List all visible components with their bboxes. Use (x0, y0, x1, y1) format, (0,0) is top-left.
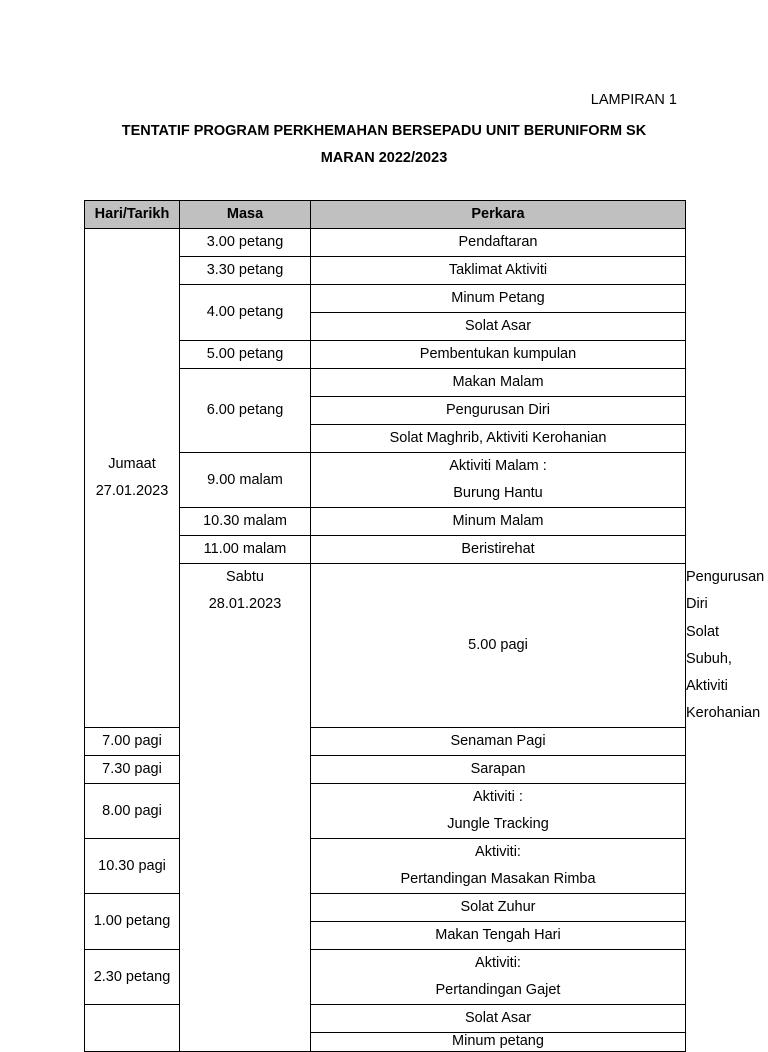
day-cell-sabtu (180, 564, 311, 1052)
item-line: Pertandingan Gajet (435, 982, 561, 998)
item-cell: Solat Asar (311, 1005, 686, 1033)
item-cell: Beristirehat (311, 536, 686, 564)
item-cell: Minum Petang (311, 285, 686, 313)
item-cell: Solat Zuhur (311, 894, 686, 922)
item-line: Pertandingan Masakan Rimba (400, 871, 596, 887)
item-cell (311, 950, 686, 1005)
time-cell: 10.30 malam (180, 508, 311, 536)
day-cell-jumaat (85, 229, 180, 728)
table-row (85, 756, 686, 784)
time-cell: 8.00 pagi (85, 784, 180, 839)
item-cell: Taklimat Aktiviti (311, 257, 686, 285)
item-cell (311, 453, 686, 508)
item-cell: Solat Asar (311, 313, 686, 341)
time-cell: 5.00 pagi (311, 564, 686, 728)
table-header-row (85, 201, 686, 229)
header-time: Masa (180, 201, 311, 229)
item-cell: Minum Malam (311, 508, 686, 536)
item-cell (311, 784, 686, 839)
table-row (85, 229, 686, 257)
header-item: Perkara (311, 201, 686, 229)
item-cell: Senaman Pagi (311, 728, 686, 756)
item-line: Aktiviti : (473, 789, 523, 805)
title-line-1: TENTATIF PROGRAM PERKHEMAHAN BERSEPADU UNIT BERUNIFORM SK (121, 123, 647, 139)
time-cell-empty (85, 1005, 180, 1052)
item-line: Jungle Tracking (447, 816, 549, 832)
item-cell: Pengurusan Diri (311, 397, 686, 425)
item-line: Aktiviti: (475, 844, 521, 860)
time-cell: 11.00 malam (180, 536, 311, 564)
item-line: Aktiviti: (475, 955, 521, 971)
day-date: 27.01.2023 (95, 483, 169, 499)
time-cell: 2.30 petang (85, 950, 180, 1005)
time-cell: 5.00 petang (180, 341, 311, 369)
table-row (85, 894, 686, 922)
header-day: Hari/Tarikh (85, 201, 180, 229)
document-title (84, 118, 684, 172)
item-cell: Pembentukan kumpulan (311, 341, 686, 369)
time-cell: 6.00 petang (180, 369, 311, 453)
time-cell: 3.30 petang (180, 257, 311, 285)
table-row: Sabtu 28.01.2023 5.00 pagi Pengurusan Diri (85, 564, 686, 619)
table-row (85, 1005, 686, 1033)
item-line: Aktiviti Malam : (449, 458, 547, 474)
time-cell: 9.00 malam (180, 453, 311, 508)
item-line: Burung Hantu (453, 485, 543, 501)
table-row (85, 950, 686, 1005)
item-cell: Minum petang (311, 1033, 686, 1052)
day-name: Jumaat (108, 456, 156, 472)
item-cell: Sarapan (311, 756, 686, 784)
time-cell: 7.00 pagi (85, 728, 180, 756)
schedule-table (84, 200, 765, 1052)
table-row (85, 784, 686, 839)
appendix-label: LAMPIRAN 1 (590, 92, 677, 108)
item-cell: Makan Malam (311, 369, 686, 397)
item-cell (311, 839, 686, 894)
time-cell: 3.00 petang (180, 229, 311, 257)
time-cell: 7.30 pagi (85, 756, 180, 784)
item-cell: Solat Maghrib, Aktiviti Kerohanian (311, 425, 686, 453)
title-line-2: MARAN 2022/2023 (320, 150, 448, 166)
time-cell: 4.00 petang (180, 285, 311, 341)
time-cell: 10.30 pagi (85, 839, 180, 894)
table-row (85, 728, 686, 756)
table-row: Solat Subuh, Aktiviti Kerohanian (686, 624, 761, 721)
item-cell: Makan Tengah Hari (311, 922, 686, 950)
time-cell: 1.00 petang (85, 894, 180, 950)
day-name: Sabtu (226, 569, 264, 585)
table-row (85, 839, 686, 894)
item-cell: Pendaftaran (311, 229, 686, 257)
day-date: 28.01.2023 (208, 596, 282, 612)
